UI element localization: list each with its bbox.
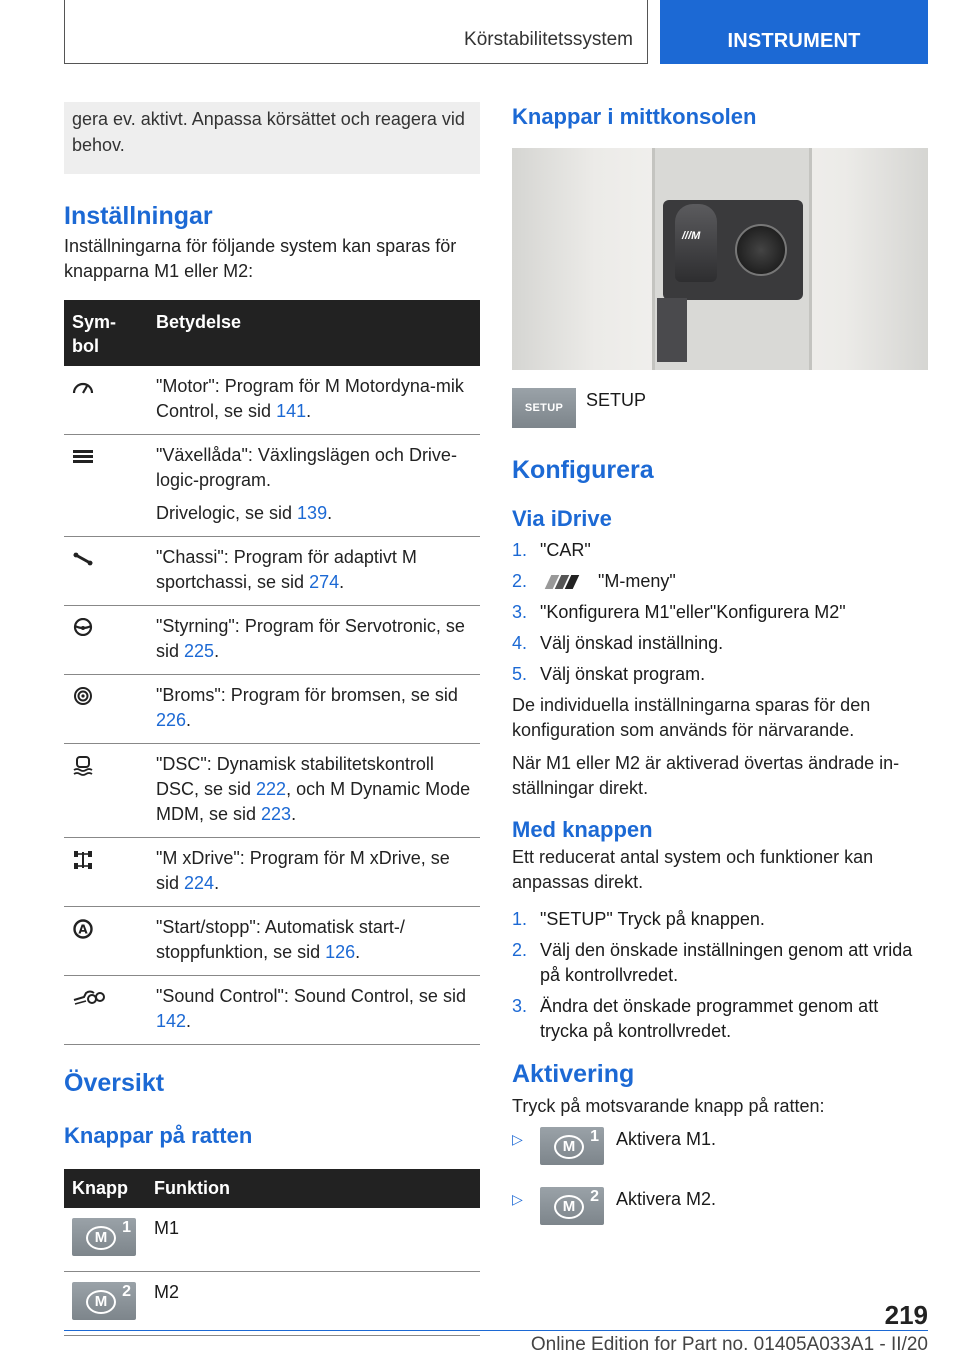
m1-button-icon: [540, 1127, 604, 1165]
step-text: "M-meny": [598, 571, 676, 591]
table-row: [64, 606, 480, 675]
section-title: Körstabilitetssystem: [464, 29, 633, 50]
activation-text: Aktivera M2.: [616, 1189, 717, 1209]
m-number: 2: [122, 1283, 131, 1300]
list-item: [512, 662, 928, 687]
button-intro: Ett reducerat antal system och funktioner kan anpassas direkt.: [512, 847, 874, 892]
page-number: 219: [884, 1300, 928, 1330]
step-number: 1.: [512, 909, 528, 929]
transmission-icon: [72, 449, 94, 465]
key-function: M1: [146, 1208, 480, 1272]
page-link[interactable]: 274: [309, 572, 340, 592]
row-text: "Styrning": Program för Servotronic, se sid: [156, 616, 465, 661]
row-text: "Broms": Program för bromsen, se sid: [156, 685, 458, 705]
row-punct: .: [306, 401, 312, 421]
chapter-title: INSTRUMENT: [727, 30, 861, 52]
chassis-icon: [72, 551, 94, 567]
edition-text: Online Edition for Part no. 01405A033A1 - II/20: [530, 1334, 928, 1355]
step-text: Välj önskat program.: [540, 664, 706, 684]
m-logo: M: [554, 1195, 584, 1219]
activation-text: Aktivera M1.: [616, 1129, 717, 1149]
m-logo: M: [86, 1290, 116, 1314]
setup-row: [512, 388, 928, 432]
setup-label: SETUP: [586, 390, 647, 410]
note-text: gera ev. aktivt. Anpassa körsättet och reagera vid behov.: [72, 109, 465, 155]
settings-table: [64, 300, 480, 1045]
row-text: "Sound Control": Sound Control, se sid: [156, 986, 466, 1006]
page-link[interactable]: 224: [184, 873, 215, 893]
table-row: [64, 838, 480, 907]
row-punct: .: [186, 710, 192, 730]
row-text: "Start/stopp": Automatisk start-/ stoppfunktion, se sid: [156, 917, 405, 962]
row-text-mid: , och M Dynamic Mode MDM, se sid: [156, 779, 471, 824]
step-text: "CAR": [540, 540, 591, 560]
controller-panel: [663, 200, 803, 300]
idrive-heading: Via iDrive: [512, 506, 612, 531]
row-punct: .: [339, 572, 345, 592]
idrive-note-1: De individuella inställningarna sparas för den konfiguration som används för närvarande.: [512, 695, 871, 740]
table-row: [64, 366, 480, 435]
col-meaning: Betydelse: [148, 300, 480, 366]
page-link[interactable]: 141: [276, 401, 307, 421]
row-text-2: Drivelogic, se sid: [156, 503, 298, 523]
page-footer: [64, 1300, 928, 1362]
right-column: [512, 102, 928, 1245]
col-key: Knapp: [64, 1169, 146, 1208]
row-punct: .: [355, 942, 361, 962]
page-link[interactable]: 139: [297, 503, 328, 523]
chapter-tab[interactable]: [660, 0, 928, 64]
list-item: [512, 631, 928, 656]
m1-button-icon: [72, 1218, 136, 1256]
steering-icon: [72, 618, 94, 636]
overview-heading: Översikt: [64, 1069, 165, 1097]
activation-heading: Aktivering: [512, 1060, 635, 1088]
page-link[interactable]: 126: [325, 942, 356, 962]
list-item: [512, 994, 928, 1044]
idrive-controller-icon: [735, 224, 787, 276]
m-number: 1: [590, 1128, 599, 1145]
row-text: "M xDrive": Program för M xDrive, se sid: [156, 848, 450, 893]
console-body: [652, 148, 812, 370]
table-row: [64, 675, 480, 744]
list-item: [512, 538, 928, 563]
page-link[interactable]: 222: [256, 779, 287, 799]
list-item: [512, 569, 928, 594]
step-text: Välj den önskade inställningen genom att vrida på kontrollvredet.: [540, 940, 913, 985]
row-punct: .: [214, 873, 220, 893]
page-link[interactable]: 226: [156, 710, 187, 730]
m-menu-icon: [540, 575, 586, 589]
settings-table-header: [64, 300, 480, 366]
footer-divider: [64, 1330, 928, 1331]
configure-heading: Konfigurera: [512, 456, 654, 484]
table-row: [64, 744, 480, 838]
row-punct: .: [291, 804, 297, 824]
col-function: Funktion: [146, 1169, 480, 1208]
list-item: [512, 938, 928, 988]
brake-icon: [72, 687, 94, 705]
table-row: [64, 1208, 480, 1272]
key-function: M2: [146, 1272, 480, 1336]
svg-text:A: A: [78, 922, 88, 937]
settings-heading: Inställningar: [64, 202, 213, 230]
list-item: [512, 907, 928, 932]
button-heading: Med knappen: [512, 817, 653, 842]
step-text: "Konfigurera M1"eller"Konfigurera M2": [540, 602, 846, 622]
row-punct: .: [186, 1011, 192, 1031]
idrive-steps: [512, 538, 928, 687]
table-row: [64, 537, 480, 606]
step-number: 2.: [512, 940, 528, 960]
m-number: 2: [590, 1188, 599, 1205]
button-steps: [512, 907, 928, 1044]
table-row: [64, 907, 480, 976]
activation-intro: Tryck på motsvarande knapp på ratten:: [512, 1096, 825, 1116]
step-number: 5.: [512, 664, 528, 684]
row-text: "Chassi": Program för adaptivt M sportchassi, se sid: [156, 547, 417, 592]
page-link[interactable]: 142: [156, 1011, 187, 1031]
wheel-buttons-heading: Knappar på ratten: [64, 1123, 253, 1148]
row-text: "Motor": Program för M Motordyna-mik Control, se sid: [156, 376, 464, 421]
start-stop-icon: [72, 919, 94, 939]
list-item: [512, 1187, 928, 1245]
sound-control-icon: [72, 988, 106, 1006]
page-link-2[interactable]: 223: [261, 804, 292, 824]
step-number: 2.: [512, 571, 528, 591]
keys-table-header: [64, 1169, 480, 1208]
m2-button-icon: [540, 1187, 604, 1225]
bullet-icon: ▷: [512, 1191, 523, 1207]
step-number: 3.: [512, 602, 528, 622]
setup-button[interactable]: SETUP: [512, 388, 576, 428]
step-number: 4.: [512, 633, 528, 653]
m-number: 1: [122, 1219, 131, 1236]
table-row: [64, 435, 480, 537]
step-number: 3.: [512, 996, 528, 1016]
section-tab: [64, 0, 648, 64]
center-console-photo: [512, 148, 928, 370]
settings-intro: Inställningarna för följande system kan sparas för knapparna M1 eller M2:: [64, 236, 457, 281]
note-box: [64, 102, 480, 174]
dsc-icon: [72, 756, 94, 776]
console-heading: Knappar i mittkonsolen: [512, 104, 757, 129]
row-text: "Växellåda": Växlingslägen och Drive-logic-program.: [156, 445, 457, 490]
step-text: "SETUP" Tryck på knappen.: [540, 909, 765, 929]
step-text: Välj önskad inställning.: [540, 633, 724, 653]
page-link[interactable]: 225: [184, 641, 215, 661]
col-symbol: Sym-bol: [64, 300, 148, 366]
console-button-strip: [657, 298, 687, 362]
row-punct: .: [214, 641, 220, 661]
step-number: 1.: [512, 540, 528, 560]
idrive-note-2: När M1 eller M2 är aktiverad övertas ändrade in-ställningar direkt.: [512, 753, 900, 798]
list-item: [512, 1127, 928, 1185]
xdrive-icon: [72, 850, 94, 870]
row-punct: .: [327, 503, 333, 523]
page-header: [64, 0, 928, 64]
bullet-icon: ▷: [512, 1131, 523, 1147]
list-item: [512, 600, 928, 625]
row-text: "DSC": Dynamisk stabilitetskontroll DSC, se sid: [156, 754, 434, 799]
activation-list: [512, 1127, 928, 1245]
m-logo: M: [86, 1226, 116, 1250]
step-text: Ändra det önskade programmet genom att trycka på kontrollvredet.: [540, 996, 879, 1041]
left-column: [64, 102, 480, 1336]
table-row: [64, 976, 480, 1045]
gear-selector-icon: ///M: [675, 204, 717, 282]
m-logo: M: [554, 1135, 584, 1159]
engine-icon: [72, 380, 94, 396]
